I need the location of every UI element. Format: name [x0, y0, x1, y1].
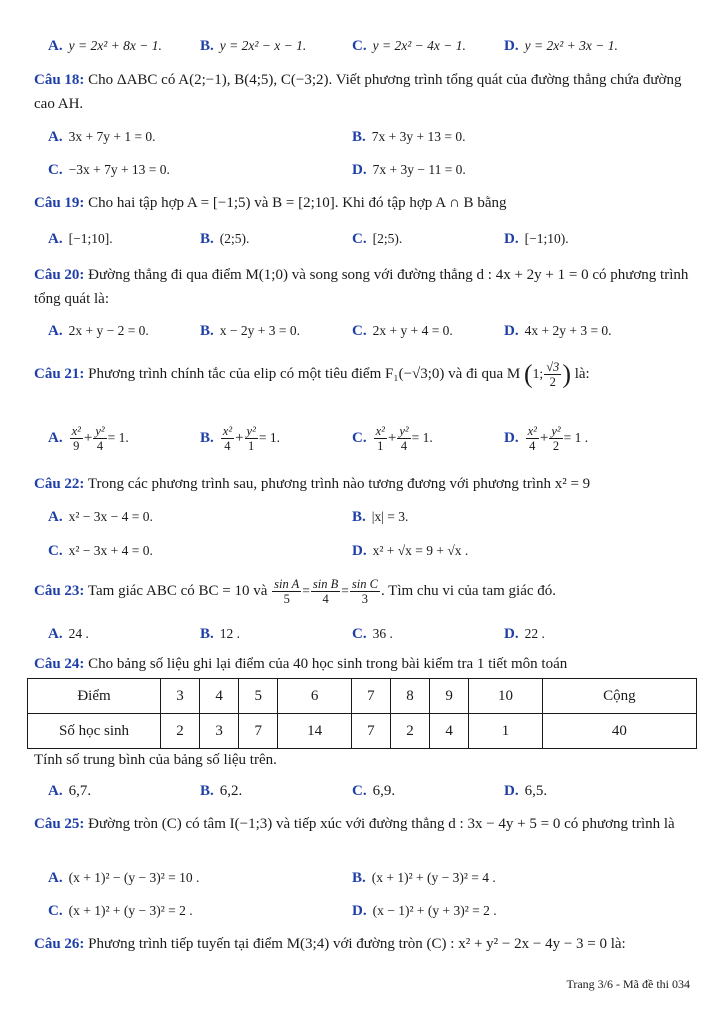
- q23-sin-a-fraction: $\frac{\text{sin A}}{5}$: [274, 577, 300, 606]
- q17-option-d[interactable]: D. y = 2x² + 3x − 1.: [504, 38, 618, 54]
- q18-option-b[interactable]: B. 7x + 3y + 13 = 0.: [352, 129, 466, 145]
- q23-sin-b-fraction: $\frac{\text{sin B}}{4}$: [312, 577, 339, 606]
- q24-options: [48, 778, 698, 804]
- q21-option-c[interactable]: C. $\frac{\text{x²}}{1}$ + $\frac{\text{y²}}{4}$ = 1.: [352, 424, 433, 453]
- table-cell: 5: [239, 679, 278, 714]
- table-row: [28, 679, 697, 714]
- q18-option-d[interactable]: D. 7x + 3y − 11 = 0.: [352, 162, 466, 178]
- q17-options: [48, 33, 698, 59]
- q24-option-a[interactable]: A. 6,7.: [48, 783, 92, 799]
- q24-option-c[interactable]: C. 6,9.: [352, 783, 396, 799]
- q21-option-b[interactable]: B. $\frac{\text{x²}}{4}$ + $\frac{\text{y²}}{1}$ = 1.: [200, 424, 280, 453]
- q22-option-a[interactable]: A. x² − 3x − 4 = 0.: [48, 509, 153, 525]
- q21-stem: Câu 21: Phương trình chính tắc của elip có một tiêu điểm F₁(−√3;0) và đi qua M (1; $\frac{√3}{2}$ ) là:: [34, 359, 590, 389]
- table-cell: 4: [430, 714, 469, 749]
- q20-option-c[interactable]: C. 2x + y + 4 = 0.: [352, 323, 453, 339]
- q22-options-row1: [48, 504, 698, 530]
- q22-option-b[interactable]: B. |x| = 3.: [352, 509, 409, 525]
- page-footer: Trang 3/6 - Mã đề thi 034: [566, 977, 690, 991]
- q25-option-c[interactable]: C. (x + 1)² + (y − 3)² = 2 .: [48, 903, 193, 919]
- q20-option-d[interactable]: D. 4x + 2y + 3 = 0.: [504, 323, 612, 339]
- q21-point-fraction: $\frac{√3}{2}$: [546, 360, 560, 389]
- table-cell: Điểm: [28, 679, 161, 714]
- q19-stem: Câu 19: Cho hai tập hợp A = [−1;5) và B = [2;10]. Khi đó tập hợp A ∩ B bằng: [34, 195, 507, 211]
- q23-stem: Câu 23: Tam giác ABC có BC = 10 và $\frac{\text{sin A}}{5}$ = $\frac{\text{sin B}}{4}$ = $\frac{\text{sin C}}{3}$ . Tìm chu vi của tam giác đó.: [34, 577, 557, 606]
- q19-options: [48, 226, 698, 252]
- score-table: [27, 678, 697, 749]
- q22-stem: Câu 22: Trong các phương trình sau, phương trình nào tương đương với phương trình x² = 9: [34, 476, 591, 492]
- table-cell: 6: [278, 679, 352, 714]
- table-cell: 3: [161, 679, 200, 714]
- table-cell: Cộng: [542, 679, 696, 714]
- q21-options: [48, 424, 698, 456]
- q23-option-b[interactable]: B. 12 .: [200, 626, 241, 642]
- q26-stem: Câu 26: Phương trình tiếp tuyến tại điểm M(3;4) với đường tròn (C) : x² + y² − 2x − 4y − 3 = 0 là:: [34, 936, 626, 952]
- table-cell: 8: [390, 679, 429, 714]
- q19-option-d[interactable]: D. [−1;10).: [504, 231, 569, 247]
- q20-option-b[interactable]: B. x − 2y + 3 = 0.: [200, 323, 300, 339]
- q25-stem: Câu 25: Đường tròn (C) có tâm I(−1;3) và tiếp xúc với đường thẳng d : 3x − 4y + 5 = 0 có phương trình là: [34, 816, 675, 832]
- q25-option-a[interactable]: A. (x + 1)² − (y − 3)² = 10 .: [48, 870, 200, 886]
- q18-option-a[interactable]: A. 3x + 7y + 1 = 0.: [48, 129, 156, 145]
- q22-options-row2: [48, 538, 698, 564]
- q17-option-b[interactable]: B. y = 2x² − x − 1.: [200, 38, 307, 54]
- q24-stem: Câu 24: Cho bảng số liệu ghi lại điểm của 40 học sinh trong bài kiểm tra 1 tiết môn toán: [34, 656, 568, 672]
- table-cell: 14: [278, 714, 352, 749]
- q21-option-d[interactable]: D. $\frac{\text{x²}}{4}$ + $\frac{\text{y²}}{2}$ = 1 .: [504, 424, 589, 453]
- table-cell: 2: [161, 714, 200, 749]
- q23-option-c[interactable]: C. 36 .: [352, 626, 393, 642]
- table-cell: 40: [542, 714, 696, 749]
- q18-option-c[interactable]: C. −3x + 7y + 13 = 0.: [48, 162, 170, 178]
- q17-option-c[interactable]: C. y = 2x² − 4x − 1.: [352, 38, 466, 54]
- q19-option-b[interactable]: B. (2;5).: [200, 231, 250, 247]
- q18-options-row1: [48, 124, 698, 150]
- q20-options: [48, 318, 698, 344]
- q22-option-c[interactable]: C. x² − 3x + 4 = 0.: [48, 543, 153, 559]
- q18-options-row2: [48, 157, 698, 183]
- table-cell: 3: [200, 714, 239, 749]
- q24-option-d[interactable]: D. 6,5.: [504, 783, 548, 799]
- q17-option-a[interactable]: A. y = 2x² + 8x − 1.: [48, 38, 162, 54]
- q24-option-b[interactable]: B. 6,2.: [200, 783, 243, 799]
- table-cell: 2: [390, 714, 429, 749]
- table-cell: 7: [351, 679, 390, 714]
- q24-followup: Tính số trung bình của bảng số liệu trên.: [34, 752, 277, 768]
- q23-options: [48, 621, 698, 647]
- q22-option-d[interactable]: D. x² + √x = 9 + √x .: [352, 543, 469, 559]
- q20-option-a[interactable]: A. 2x + y − 2 = 0.: [48, 323, 149, 339]
- q25-option-d[interactable]: D. (x − 1)² + (y + 3)² = 2 .: [352, 903, 497, 919]
- table-cell: 7: [351, 714, 390, 749]
- table-cell: 1: [469, 714, 543, 749]
- q20-stem: Câu 20: Đường thẳng đi qua điểm M(1;0) và song song với đường thẳng d : 4x + 2y + 1 = 0 có phương trình tổng quát là:: [34, 267, 689, 307]
- q25-option-b[interactable]: B. (x + 1)² + (y − 3)² = 4 .: [352, 870, 496, 886]
- q18-stem: Câu 18: Cho ΔABC có A(2;−1), B(4;5), C(−3;2). Viết phương trình tổng quát của đường thẳng chứa đường cao AH.: [34, 72, 682, 112]
- table-cell: 10: [469, 679, 543, 714]
- table-row: [28, 714, 697, 749]
- table-cell: 7: [239, 714, 278, 749]
- q23-option-d[interactable]: D. 22 .: [504, 626, 545, 642]
- table-cell: 4: [200, 679, 239, 714]
- table-cell: Số học sinh: [28, 714, 161, 749]
- table-cell: 9: [430, 679, 469, 714]
- q21-option-a[interactable]: A. $\frac{\text{x²}}{9}$ + $\frac{\text{y²}}{4}$ = 1.: [48, 424, 129, 453]
- q19-option-c[interactable]: C. [2;5).: [352, 231, 403, 247]
- q19-option-a[interactable]: A. [−1;10].: [48, 231, 113, 247]
- q25-options-row2: [48, 898, 698, 924]
- q23-sin-c-fraction: $\frac{\text{sin C}}{3}$: [351, 577, 378, 606]
- q25-options-row1: [48, 865, 698, 891]
- q23-option-a[interactable]: A. 24 .: [48, 626, 89, 642]
